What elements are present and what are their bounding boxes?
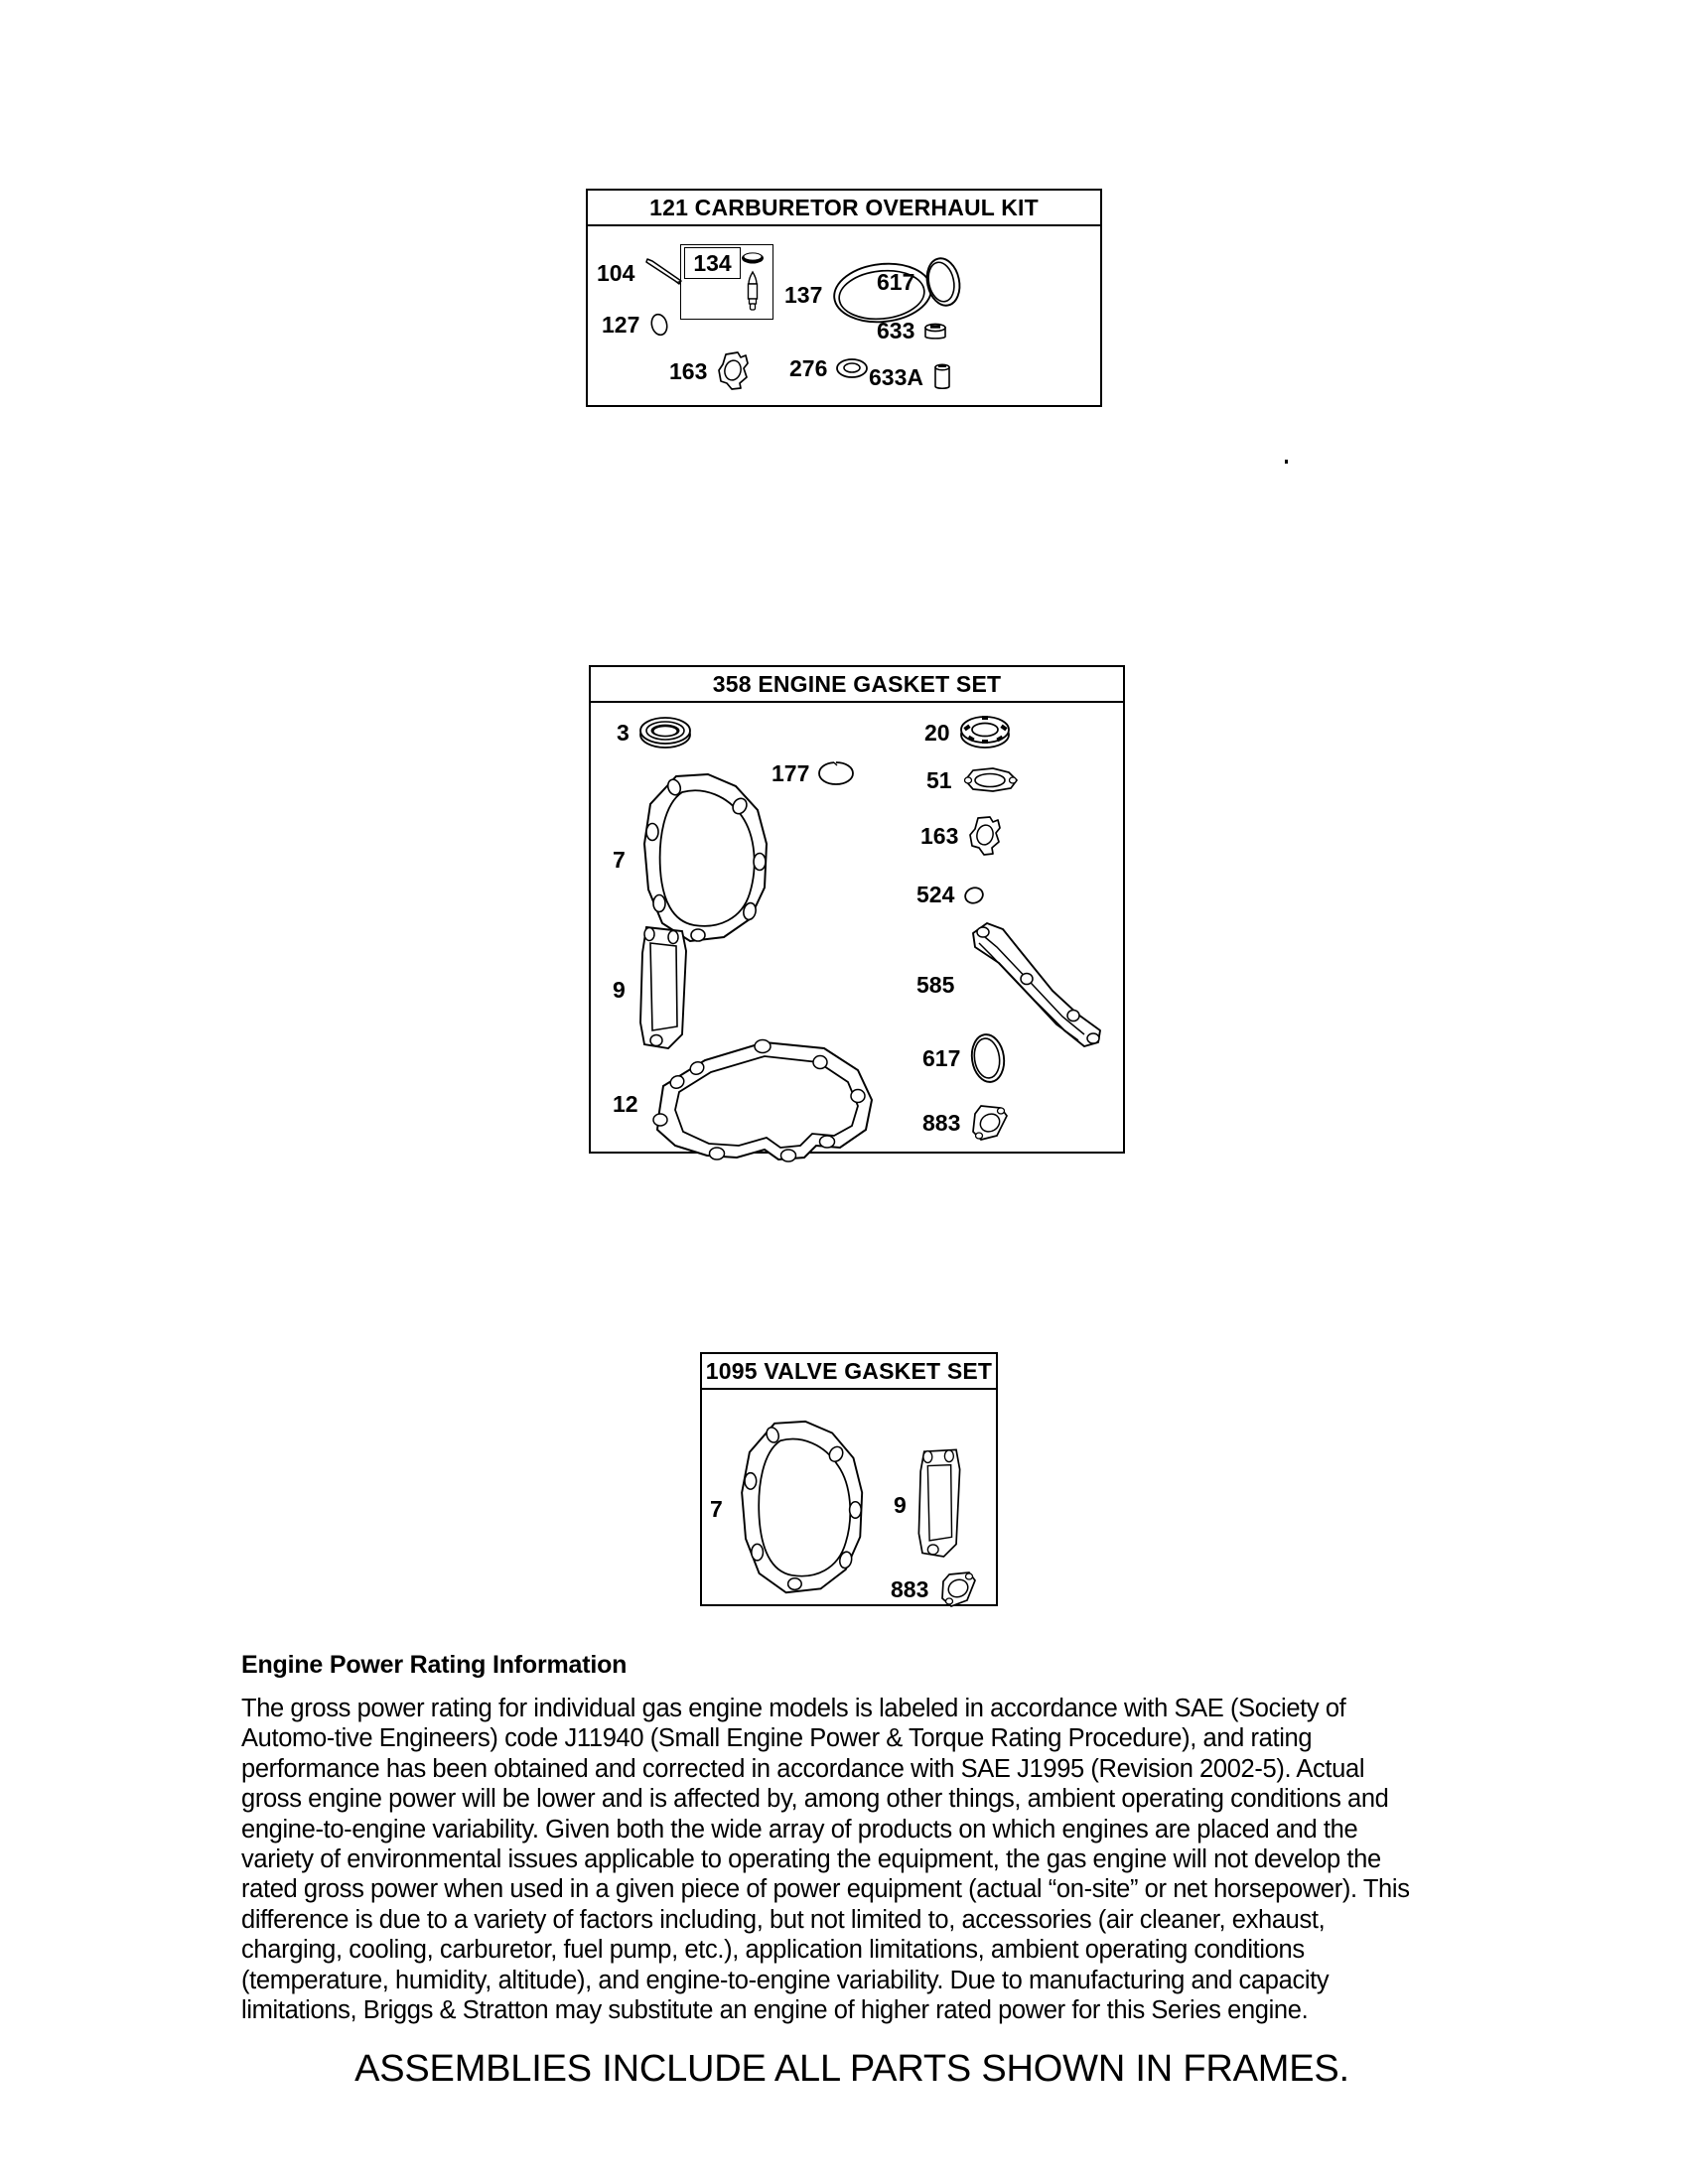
part-number-633: 633 [877,318,915,343]
part-number-163: 163 [669,357,708,384]
part-callout-883-valve [891,1569,981,1610]
cylinder-head-gasket-icon [632,770,791,949]
float-needle-valve-assembly-icon [736,250,770,316]
oval-o-ring-icon [921,254,965,310]
part-number-7: 7 [710,1495,723,1522]
part-number-3: 3 [617,719,630,746]
part-callout-177 [772,758,856,788]
bearing-retainer-ring-icon [957,713,1013,752]
part-number-276: 276 [789,354,828,381]
irregular-flange-gasket-icon [714,350,754,392]
part-callout-3 [617,713,694,752]
oval-o-ring-icon [967,1030,1009,1086]
part-number-617: 617 [922,1044,961,1071]
part-number-20: 20 [924,719,950,746]
frame-title-valve: 1095 VALVE GASKET SET [702,1354,996,1390]
cylinder-head-gasket-icon [730,1418,885,1600]
part-number-9: 9 [894,1491,907,1518]
split-snap-ring-icon [816,758,856,788]
tall-bushing-icon [930,361,954,393]
frame-body-engine [591,703,1123,1152]
part-number-177: 177 [772,759,810,786]
small-o-ring-icon [961,885,987,906]
frame-body-carburetor [588,226,1100,405]
part-number-883: 883 [891,1575,929,1602]
frame-body-valve [702,1390,996,1604]
part-callout-7-valve [710,1418,885,1600]
part-number-163: 163 [920,822,959,849]
part-number-7: 7 [613,846,626,873]
section-paragraph: The gross power rating for individual gas engine models is labeled in accordance with SAE (Society of Automo-tive Engineers) code J11940 (Small Engine Power & Torque Rating Procedure), and rating performance has been obtained and corrected in accordance with SAE J1995 (Revision 2002-5). Actual gross engine power will be lower and is affected by, among other things, ambient operating conditions and engine-to-engine variability. Given both the wide array of products on which engines are placed and the variety of environmental issues applicable to operating the equipment, the gas engine will not develop the rated gross power when used in a given piece of power equipment (actual “on-site” or net horsepower). This difference is due to a variety of factors including, but not limited to, accessories (air cleaner, exhaust, charging, cooling, carburetor, fuel pump, etc.), application limitations, ambient operating conditions (temperature, humidity, altitude), and engine-to-engine variability. Due to manufacturing and capacity limitations, Briggs & Stratton may substitute an engine of higher rated power for this Series engine. [241,1695,1410,2025]
part-number-633A: 633A [869,363,923,390]
part-number-104: 104 [597,259,635,286]
section-heading: Engine Power Rating Information [241,1651,628,1679]
frame-valve-gasket-set [700,1352,998,1606]
part-number-585: 585 [916,971,955,998]
part-callout-9-valve [894,1441,965,1569]
part-number-9: 9 [613,976,626,1003]
part-number-524: 524 [916,882,955,907]
part-callout-20 [924,713,1013,752]
part-number-127: 127 [602,311,640,338]
part-number-51: 51 [926,766,952,793]
part-callout-617-engine [922,1030,1009,1086]
frame-engine-gasket-set [589,665,1125,1154]
part-number-134: 134 [684,247,741,279]
frame-carburetor-overhaul-kit [586,189,1102,407]
footer-note: ASSEMBLIES INCLUDE ALL PARTS SHOWN IN FRAMES. [354,2048,1349,2090]
intake-manifold-gasket-icon [959,764,1021,796]
part-callout-104 [597,256,691,290]
crankcase-sump-gasket-icon [645,1034,908,1173]
part-callout-524 [916,884,987,906]
short-bushing-icon [921,321,949,342]
irregular-flange-gasket-icon [965,814,1005,858]
part-callout-51 [926,764,1021,796]
small-disc-seal-icon [646,311,672,339]
frame-title-carburetor: 121 CARBURETOR OVERHAUL KIT [588,191,1100,226]
part-number-617: 617 [877,268,915,295]
part-number-883: 883 [922,1109,961,1136]
part-callout-633 [877,320,949,342]
part-callout-163-engine [920,814,1005,858]
valve-cover-gasket-icon [913,1441,965,1569]
scan-speck [1285,460,1288,464]
part-callout-617 [877,254,965,310]
part-callout-633A [869,361,954,393]
exhaust-port-gasket-icon [935,1569,981,1610]
small-ring-washer-icon [834,355,870,381]
part-callout-7 [613,770,791,949]
oil-seal-ring-icon [636,713,694,752]
part-number-137: 137 [784,281,823,308]
engine-power-rating-section [241,1651,1413,2025]
part-callout-163 [669,350,754,392]
part-callout-276 [789,355,870,381]
frame-title-engine: 358 ENGINE GASKET SET [591,667,1123,703]
part-callout-127 [602,311,672,339]
part-callout-12 [613,1034,908,1173]
exhaust-port-gasket-icon [967,1102,1013,1144]
part-callout-883-engine [922,1102,1013,1144]
part-number-12: 12 [613,1090,638,1117]
